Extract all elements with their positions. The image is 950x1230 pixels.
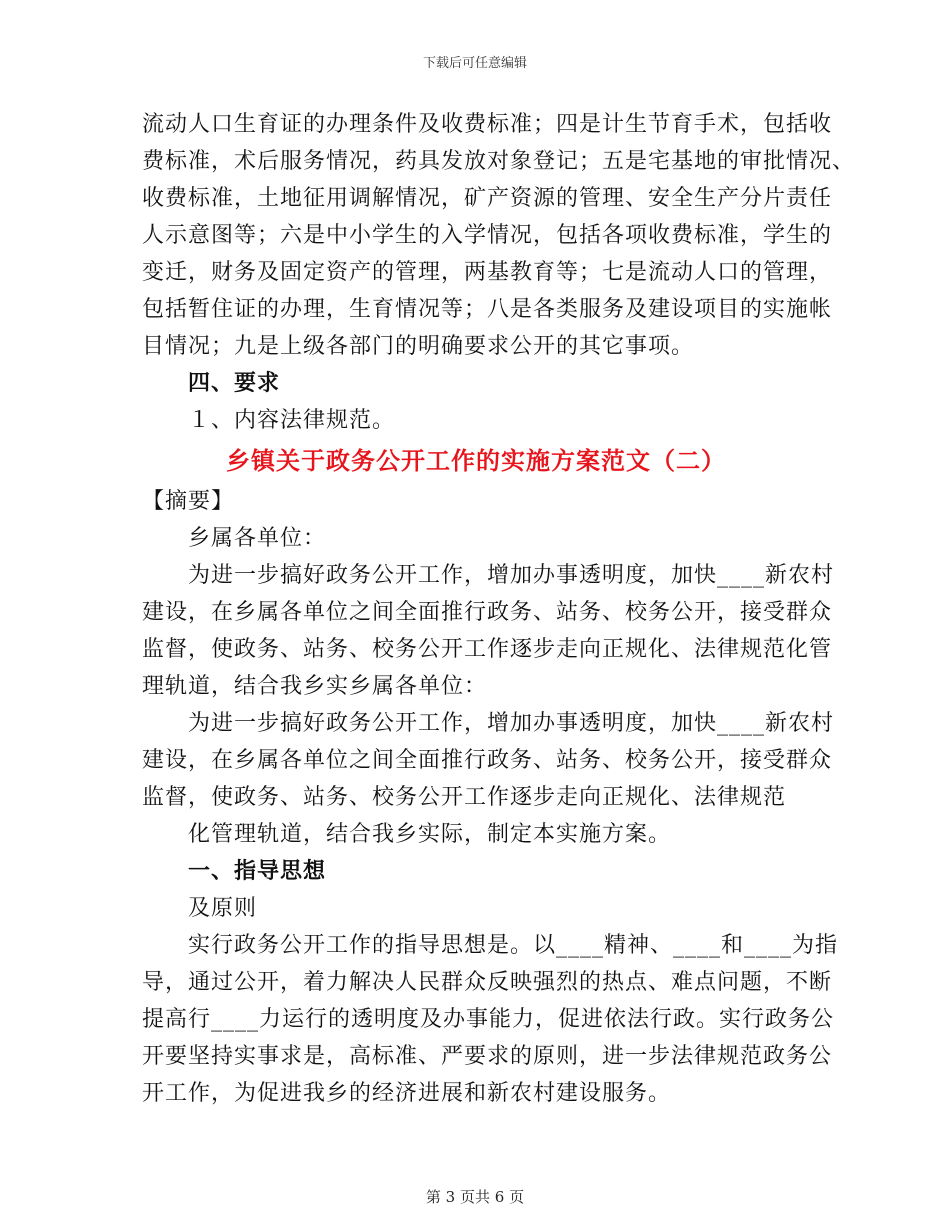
requirement-item-1: １、内容法律规范。 xyxy=(188,408,396,433)
body-line: 理轨道，结合我乡实乡属各单位： xyxy=(142,674,488,699)
body-line: 建设，在乡属各单位之间全面推行政务、站务、校务公开，接受群众 xyxy=(142,748,833,773)
body-line: 包括暂住证的办理，生育情况等；八是各类服务及建设项目的实施帐 xyxy=(142,297,833,322)
body-line: 化管理轨道，结合我乡实际，制定本实施方案。 xyxy=(188,822,672,847)
body-line: 流动人口生育证的办理条件及收费标准；四是计生节育手术，包括收 xyxy=(142,112,833,137)
body-line: 实行政务公开工作的指导思想是。以____精神、____和____为指 xyxy=(188,933,839,958)
body-line: 收费标准，土地征用调解情况，矿产资源的管理、安全生产分片责任 xyxy=(142,186,833,211)
body-line: 为进一步搞好政务公开工作，增加办事透明度，加快____新农村 xyxy=(188,711,835,736)
page-header: 下载后可任意编辑 xyxy=(422,56,527,71)
body-line: 开工作，为促进我乡的经济进展和新农村建设服务。 xyxy=(142,1081,672,1106)
body-line: 导，通过公开，着力解决人民群众反映强烈的热点、难点问题，不断 xyxy=(142,970,833,995)
body-line: 变迁，财务及固定资产的管理，两基教育等；七是流动人口的管理， xyxy=(142,260,833,285)
body-line: 开要坚持实事求是，高标准、严要求的原则，进一步法律规范政务公 xyxy=(142,1044,833,1069)
body-line: 目情况；九是上级各部门的明确要求公开的其它事项。 xyxy=(142,334,695,359)
body-line: 提高行____力运行的透明度及办事能力，促进依法行政。实行政务公 xyxy=(142,1007,835,1032)
page-footer: 第 3 页共 6 页 xyxy=(425,1188,525,1206)
abstract-label: 【摘要】 xyxy=(142,489,235,514)
salutation: 乡属各单位： xyxy=(188,526,327,551)
body-line: 人示意图等；六是中小学生的入学情况，包括各项收费标准，学生的 xyxy=(142,223,833,248)
document-body xyxy=(142,106,856,1112)
body-line: 监督，使政务、站务、校务公开工作逐步走向正规化、法律规范化管 xyxy=(142,637,833,662)
body-line: 监督，使政务、站务、校务公开工作逐步走向正规化、法律规范 xyxy=(142,785,787,810)
body-line: 建设，在乡属各单位之间全面推行政务、站务、校务公开，接受群众 xyxy=(142,600,833,625)
body-line: 为进一步搞好政务公开工作，增加办事透明度，加快____新农村 xyxy=(188,563,835,588)
document-title: 乡镇关于政务公开工作的实施方案范文（二） xyxy=(226,446,726,475)
body-line: 及原则 xyxy=(188,896,258,921)
section-heading-guiding: 一、指导思想 xyxy=(188,858,327,884)
body-line: 费标准，术后服务情况，药具发放对象登记；五是宅基地的审批情况、 xyxy=(142,149,856,174)
section-heading-requirements: 四、要求 xyxy=(188,370,281,396)
